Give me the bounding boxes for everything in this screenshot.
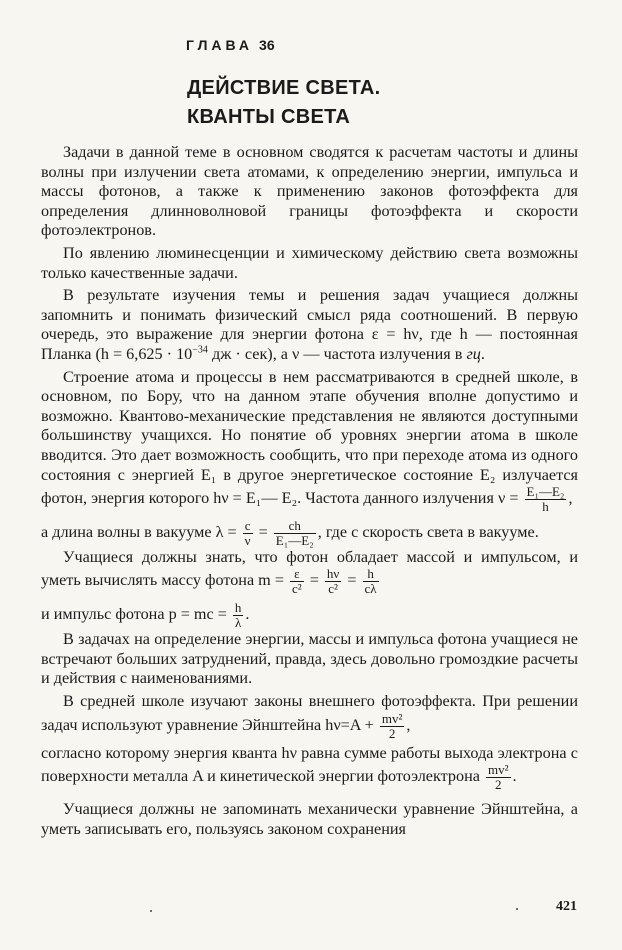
fraction-numerator: ch bbox=[274, 519, 316, 534]
paragraph-5-text: а длина волны в вакууме λ = bbox=[41, 523, 241, 542]
fraction-denominator: 2 bbox=[388, 725, 396, 741]
paragraph-4-text: Строение атома и процессы в нем рассматриваются в средней школе, в основном, по Бору, что на данном этапе обучения вполне допустимо и возможно. Квантово-механические представления не являются доступными большинству учащихся. Но понятие об уровнях энергии атома в школе вводится. Это дает возможность сообщить, что при переходе атома из одного состояния с энергией E₁ в другое энергетическое состояние E₂ излучается фотон, энергия которого hν = E₁— E₂. Частота данного излучения ν = bbox=[41, 367, 578, 508]
equals-sign: = bbox=[305, 571, 323, 590]
kinetic-energy-fraction bbox=[380, 712, 405, 741]
fraction-denominator: ν bbox=[244, 532, 251, 548]
mass-fraction-3 bbox=[363, 567, 379, 596]
body-text bbox=[41, 143, 578, 842]
planck-exponent: −34 bbox=[192, 344, 208, 356]
chapter-word: ГЛАВА bbox=[186, 37, 254, 53]
paragraph-6 bbox=[41, 548, 578, 597]
fraction-numerator: mv² bbox=[381, 710, 403, 726]
frequency-fraction bbox=[525, 485, 567, 514]
paragraph-2: По явлению люминесценции и химическому действию света возможны только качественные задачи. bbox=[41, 243, 578, 282]
paragraph-9-end: , bbox=[406, 715, 411, 734]
paragraph-10-end: . bbox=[512, 767, 517, 786]
paragraph-4 bbox=[41, 368, 578, 515]
page-title bbox=[187, 74, 381, 132]
fraction-numerator: ε bbox=[290, 567, 304, 582]
paragraph-8: В задачах на определение энергии, массы и импульса фотона учащиеся не встречают больших затруднений, правда, здесь довольно громоздкие расчеты и действия с наименованиями. bbox=[41, 630, 578, 688]
wavelength-fraction-1 bbox=[243, 519, 253, 548]
paragraph-9-text: В средней школе изучают законы внешнего фотоэффекта. При решении задач используют уравнение Эйнштейна hν=A + bbox=[41, 692, 578, 734]
paragraph-10 bbox=[41, 744, 578, 793]
fraction-denominator: cλ bbox=[364, 581, 377, 597]
fraction-denominator: c² bbox=[328, 581, 338, 597]
mass-fraction-2 bbox=[325, 567, 341, 596]
fraction-numerator: h bbox=[234, 600, 242, 616]
paragraph-3 bbox=[41, 286, 578, 364]
paragraph-7-end: . bbox=[245, 605, 250, 624]
paragraph-4-end: , bbox=[568, 489, 573, 508]
paragraph-11: Учащиеся должны не запоминать механически уравнение Эйнштейна, а уметь записывать его, пользуясь законом сохранения bbox=[41, 800, 578, 838]
paragraph-10-text: согласно которому энергия кванта hν равна сумме работы выхода электрона с поверхности металла A и кинетической энергии фотоэлектрона bbox=[41, 743, 578, 786]
print-speck bbox=[516, 908, 518, 910]
title-line-1: ДЕЙСТВИЕ СВЕТА. bbox=[187, 77, 381, 99]
page-number: 421 bbox=[556, 899, 577, 914]
paragraph-1: Задачи в данной теме в основном сводятся к расчетам частоты и длины волны при излучении света атомами, к определению энергии, импульса и массы фотонов, а также к применению законов фотоэффекта для определения длинноволновой границы фотоэффекта и скорости фотоэлектронов. bbox=[41, 143, 578, 240]
chapter-heading bbox=[186, 37, 275, 53]
title-line-2: КВАНТЫ СВЕТА bbox=[187, 106, 351, 128]
fraction-numerator: h bbox=[363, 567, 379, 582]
wavelength-fraction-2 bbox=[274, 519, 316, 548]
fraction-numerator: c bbox=[243, 519, 253, 534]
fraction-numerator: mv² bbox=[488, 762, 509, 778]
fraction-denominator: c² bbox=[292, 581, 302, 597]
equals-sign: = bbox=[254, 523, 272, 542]
paragraph-7-text: и импульс фотона p = mc = bbox=[41, 605, 231, 624]
paragraph-3-text-b: дж · сек), а ν — частота излучения в bbox=[207, 344, 467, 363]
paragraph-5 bbox=[41, 517, 578, 548]
fraction-denominator: h bbox=[542, 499, 549, 515]
print-speck bbox=[150, 910, 152, 912]
paragraph-3-end: . bbox=[480, 344, 485, 363]
frequency-unit: гц bbox=[466, 344, 481, 363]
fraction-numerator: E₁—E₂ bbox=[526, 484, 565, 500]
mass-fraction-1 bbox=[290, 567, 304, 596]
fraction-denominator: 2 bbox=[495, 777, 502, 793]
momentum-fraction bbox=[233, 601, 244, 630]
paragraph-9 bbox=[41, 692, 578, 741]
fraction-denominator: E₁—E₂ bbox=[275, 532, 314, 548]
equals-sign: = bbox=[343, 571, 361, 590]
fraction-numerator: hν bbox=[326, 566, 340, 582]
paragraph-7 bbox=[41, 599, 578, 630]
chapter-number: 36 bbox=[259, 37, 275, 53]
paragraph-6-text: Учащиеся должны знать, что фотон обладает массой и импульсом, и уметь вычислять массу фотона m = bbox=[41, 547, 578, 590]
fraction-denominator: λ bbox=[234, 615, 242, 631]
paragraph-5-end: , где c скорость света в вакууме. bbox=[317, 523, 539, 542]
paragraph-3-text: В результате изучения темы и решения задач учащиеся должны запомнить и понимать физический смысл ряда соотношений. В первую очередь, это выражение для энергии фотона ε = hν, где h — постоянная Планка (h = 6,625 · 10 bbox=[41, 286, 578, 363]
kinetic-energy-fraction-2 bbox=[486, 763, 511, 792]
